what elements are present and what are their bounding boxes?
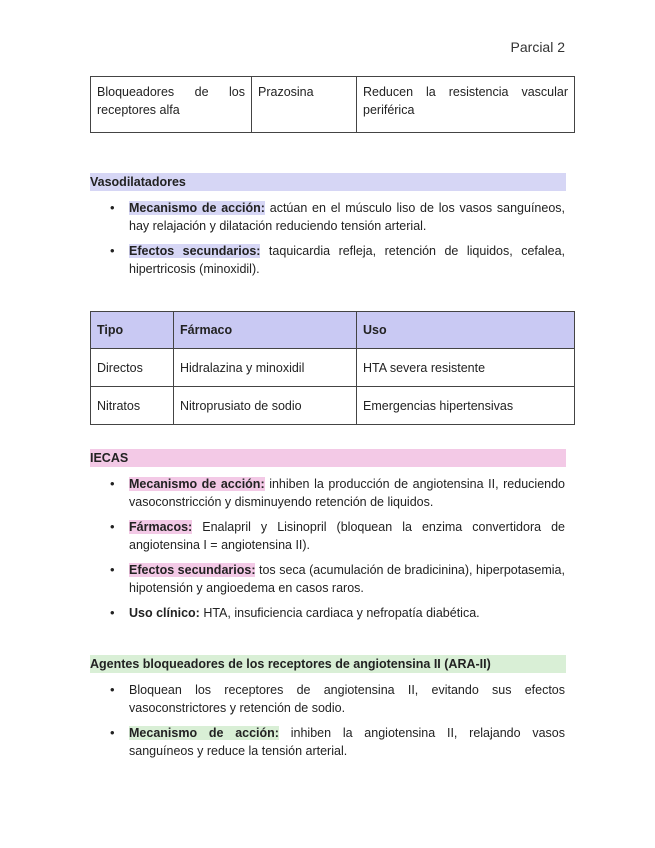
list-item bbox=[110, 724, 565, 760]
bullet-label: Uso clínico: bbox=[129, 606, 200, 620]
iecas-list bbox=[110, 475, 565, 629]
section-title-ara-ii: Agentes bloqueadores de los receptores de angiotensina II (ARA-II) bbox=[90, 655, 566, 673]
list-item bbox=[110, 475, 565, 511]
vasodilatadores-table bbox=[90, 311, 575, 425]
table-cell: Bloqueadores de los receptores alfa bbox=[91, 77, 252, 133]
bullet-text: actúan en el músculo liso de los vasos sanguíneos, hay relajación y dilatación reduciendo tensión arterial. bbox=[129, 201, 565, 233]
bullet-label: Mecanismo de acción: bbox=[129, 477, 265, 491]
vasodilatadores-list bbox=[110, 199, 565, 285]
table-cell: Emergencias hipertensivas bbox=[357, 387, 575, 425]
column-header: Tipo bbox=[91, 312, 174, 349]
list-item bbox=[110, 561, 565, 597]
alfa-blockers-table bbox=[90, 76, 575, 133]
column-header: Fármaco bbox=[174, 312, 357, 349]
table-cell: Prazosina bbox=[252, 77, 357, 133]
ara-list bbox=[110, 681, 565, 767]
bullet-label: Efectos secundarios: bbox=[129, 563, 256, 577]
section-title-vasodilatadores: Vasodilatadores bbox=[90, 173, 566, 191]
table-cell: Reducen la resistencia vascular periférica bbox=[357, 77, 575, 133]
page-header-label: Parcial 2 bbox=[510, 39, 565, 55]
list-item bbox=[110, 518, 565, 554]
bullet-text: taquicardia refleja, retención de liquidos, cefalea, hipertricosis (minoxidil). bbox=[129, 244, 565, 276]
bullet-text: Enalapril y Lisinopril (bloquean la enzima convertidora de angiotensina I = angiotensina II). bbox=[129, 520, 565, 552]
bullet-label: Fármacos: bbox=[129, 520, 193, 534]
bullet-label: Mecanismo de acción: bbox=[129, 726, 279, 740]
table-cell: Nitroprusiato de sodio bbox=[174, 387, 357, 425]
bullet-text: tos seca (acumulación de bradicinina), hiperpotasemia, hipotensión y angioedema en casos raros. bbox=[129, 563, 565, 595]
bullet-text: inhiben la angiotensina II, relajando vasos sanguíneos y reduce la tensión arterial. bbox=[129, 726, 565, 758]
table-cell: HTA severa resistente bbox=[357, 349, 575, 387]
table-cell: Hidralazina y minoxidil bbox=[174, 349, 357, 387]
table-row bbox=[91, 387, 575, 425]
table-header-row bbox=[91, 312, 575, 349]
bullet-label: Mecanismo de acción: bbox=[129, 201, 265, 215]
bullet-text: inhiben la producción de angiotensina II, reduciendo vasoconstricción y disminuyendo retención de liquidos. bbox=[129, 477, 565, 509]
bullet-label: Efectos secundarios: bbox=[129, 244, 261, 258]
bullet-text: Bloquean los receptores de angiotensina II, evitando sus efectos vasoconstrictores y retención de sodio. bbox=[129, 683, 565, 715]
column-header: Uso bbox=[357, 312, 575, 349]
table-cell: Directos bbox=[91, 349, 174, 387]
list-item bbox=[110, 681, 565, 717]
list-item bbox=[110, 199, 565, 235]
table-row bbox=[91, 77, 575, 133]
bullet-text: HTA, insuficiencia cardiaca y nefropatía diabética. bbox=[199, 606, 480, 620]
section-title-iecas: IECAS bbox=[90, 449, 566, 467]
table-row bbox=[91, 349, 575, 387]
list-item bbox=[110, 242, 565, 278]
table-cell: Nitratos bbox=[91, 387, 174, 425]
list-item bbox=[110, 604, 565, 622]
